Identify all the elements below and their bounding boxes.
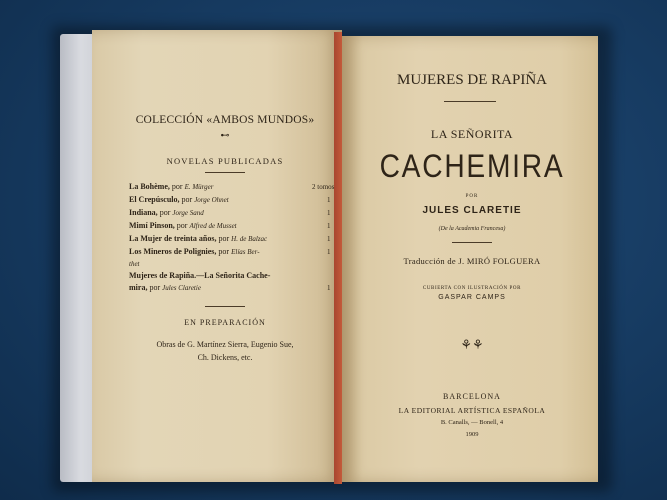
year: 1909 (465, 431, 479, 438)
printer-ornament: ⚘⚘ (460, 337, 484, 352)
illustrator: GASPAR CAMPS (438, 294, 506, 301)
author: JULES CLARETIE (422, 205, 522, 216)
series-rule (444, 101, 496, 102)
novel-item: Mujeres de Rapiña.—La Señorita Cache- (129, 271, 271, 280)
published-rule (205, 172, 245, 173)
novel-item: mira, por Jules Claretie (129, 283, 201, 292)
list-rule (205, 306, 245, 307)
novel-item: La Mujer de treinta años, por H. de Balzac (129, 234, 268, 243)
novel-vols: 1 (327, 222, 331, 230)
series-title: MUJERES DE RAPIÑA (396, 72, 547, 88)
novel-vols: 2 tomos (312, 183, 335, 191)
novel-vols: 1 (327, 248, 331, 256)
published-heading: NOVELAS PUBLICADAS (166, 156, 284, 166)
novel-item: La Bohème, por E. Mürger (129, 182, 214, 191)
novel-vols: 1 (327, 235, 331, 243)
translation: Traducción de J. MIRÓ FOLGUERA (403, 256, 541, 266)
in-preparation-line: Obras de G. Martínez Sierra, Eugenio Sue, (156, 340, 294, 349)
address: B. Canalls, — Bonell, 4 (440, 419, 504, 426)
novel-item: Los Mineros de Polignies, por Elías Ber- (129, 247, 260, 256)
por-label: POR (465, 194, 479, 199)
subtitle: LA SEÑORITA (430, 127, 514, 141)
novel-vols: 1 (327, 209, 331, 217)
novel-item: El Crepúsculo, por Jorge Ohnet (129, 195, 229, 204)
left-page (92, 30, 342, 482)
author-rule (452, 242, 492, 243)
main-title: CACHEMIRA (379, 148, 565, 184)
novel-item: Indiana, por Jorge Sand (129, 208, 204, 217)
novel-item: Mimí Pinson, por Alfred de Musset (129, 221, 237, 230)
novel-vols: 1 (327, 196, 331, 204)
in-preparation-heading: EN PREPARACIÓN (184, 318, 266, 327)
publisher: LA EDITORIAL ARTÍSTICA ESPAÑOLA (398, 406, 546, 415)
in-preparation-line: Ch. Dickens, etc. (197, 353, 253, 362)
illustrations-label: CUBIERTA CON ILUSTRACIÓN POR (422, 286, 522, 291)
red-page-edge (334, 32, 342, 484)
academy-note: (De la Academia Francesa) (438, 226, 506, 232)
novel-item: thet (129, 260, 140, 268)
left-ornament: ⊷ (220, 130, 230, 140)
city: BARCELONA (443, 392, 501, 401)
novel-vols: 1 (327, 284, 331, 292)
collection-title: COLECCIÓN «AMBOS MUNDOS» (135, 114, 315, 126)
